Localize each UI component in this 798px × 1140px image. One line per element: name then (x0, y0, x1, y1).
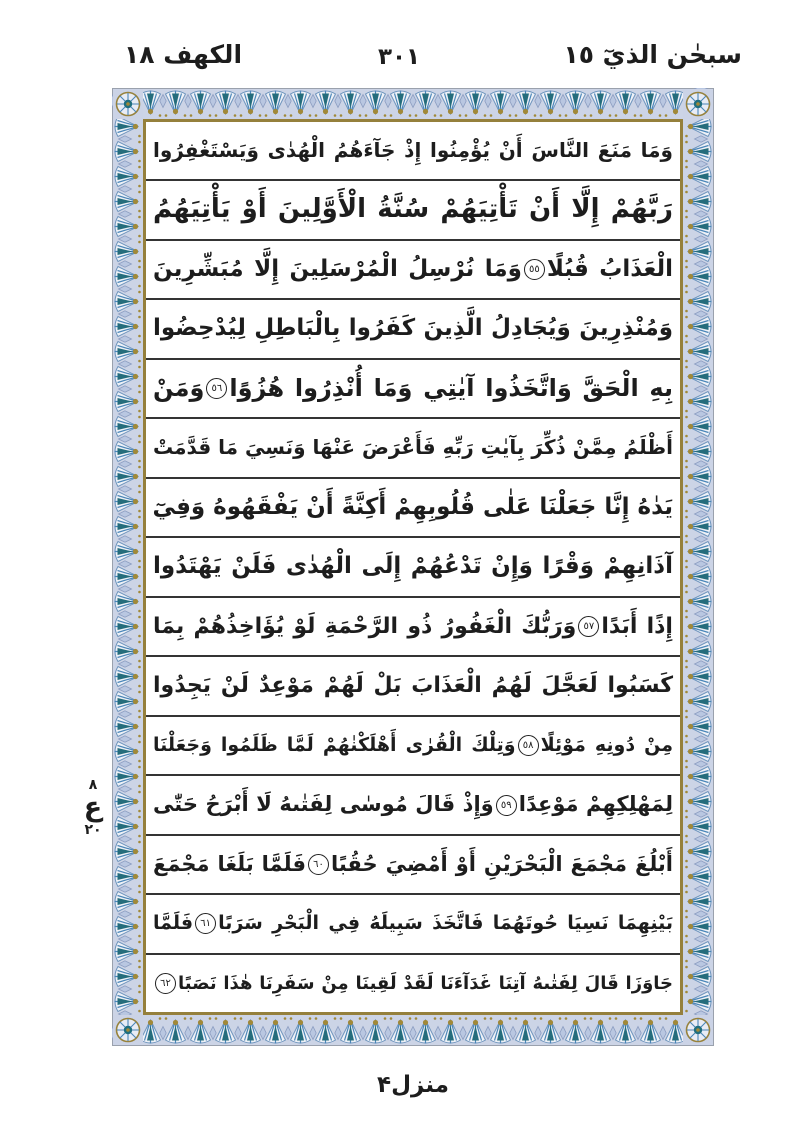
quran-line (146, 776, 680, 835)
quran-text: وَرَبُّكَ الْغَفُورُ ذُو الرَّحْمَةِ لَوْ يُؤَاخِذُهُمْ بِمَا (153, 613, 577, 639)
decorative-frame (112, 88, 714, 1046)
page-number: ٣٠١ (377, 44, 421, 70)
quran-line (146, 836, 680, 895)
quran-text: الْعَذَابُ قُبُلًا (546, 255, 673, 282)
quran-text: يَدٰهُ إِنَّا جَعَلْنَا عَلٰى قُلُوبِهِمْ أَكِنَّةً أَنْ يَفْقَهُوهُ وَفِيٓ (152, 493, 673, 520)
manzil-label: منزل۴ (377, 1072, 449, 1098)
quran-line (146, 360, 680, 419)
quran-text: فَلَمَّا بَلَغَا مَجْمَعَ (153, 851, 306, 876)
quran-text: مِنْ دُونِهِ مَوْئِلًا (540, 733, 674, 756)
quran-text: وَتِلْكَ الْقُرٰى أَهْلَكْنٰهُمْ لَمَّا ظَلَمُوا وَجَعَلْنَا (153, 733, 516, 756)
quran-line (146, 122, 680, 181)
quran-text: لِمَهْلِكِهِمْ مَوْعِدًا (518, 792, 673, 817)
ruku-top-number: ٨ (88, 777, 98, 793)
quran-text: وَإِذْ قَالَ مُوسٰى لِفَتٰىهُ لَا أَبْرَحُ حَتّٰى (153, 792, 494, 817)
ruku-ain-letter: ع (83, 791, 103, 823)
quran-line (146, 657, 680, 716)
quran-text: رَبَّهُمْ إِلَّا أَنْ تَأْتِيَهُمْ سُنَّةُ الْأَوَّلِينَ أَوْ يَأْتِيَهُمُ (153, 194, 673, 225)
quran-line (146, 419, 680, 478)
quran-text: بِهِ الْحَقَّ وَاتَّخَذُوا آيٰتِي وَمَا أُنْذِرُوا هُزُوًا (229, 373, 673, 402)
juz-name-label: سبحٰن الذيٓ ١٥ (563, 40, 742, 69)
quran-text: وَمُنْذِرِينَ وَيُجَادِلُ الَّذِينَ كَفَرُوا بِالْبَاطِلِ لِيُدْحِضُوا (153, 315, 673, 342)
ruku-bottom-number: ٢٠ (84, 822, 102, 839)
quran-line (146, 300, 680, 359)
quran-line (146, 895, 680, 954)
ayah-end-marker: ٥٥ (524, 259, 545, 280)
ayah-end-marker: ٦١ (195, 913, 216, 934)
quran-text: وَمَنْ (153, 373, 205, 402)
quran-text: أَظْلَمُ مِمَّنْ ذُكِّرَ بِآيٰتِ رَبِّهِ فَأَعْرَضَ عَنْهَا وَنَسِيَ مَا قَدَّمَتْ (153, 435, 673, 460)
quran-text: بَيْنِهِمَا نَسِيَا حُوتَهُمَا فَاتَّخَذَ سَبِيلَهُ فِي الْبَحْرِ سَرَبًا (218, 912, 673, 935)
quran-text: وَمَا نُرْسِلُ الْمُرْسَلِينَ إِلَّا مُبَشِّرِينَ (153, 255, 522, 282)
quran-line (146, 479, 680, 538)
quran-text: وَمَا مَنَعَ النَّاسَ أَنْ يُؤْمِنُوا إِذْ جَآءَهُمُ الْهُدٰى وَيَسْتَغْفِرُوا (153, 138, 673, 162)
ayah-end-marker: ٥٧ (578, 616, 599, 637)
quran-line (146, 598, 680, 657)
quran-text: إِذًا أَبَدًا (601, 613, 673, 639)
quran-text: آذَانِهِمْ وَقْرًا وَإِنْ تَدْعُهُمْ إِلَى الْهُدٰى فَلَنْ يَهْتَدُوا (153, 553, 673, 580)
ayah-end-marker: ٦٢ (155, 973, 176, 994)
quran-text-block (143, 119, 683, 1015)
ruku-marker (70, 778, 116, 838)
quran-line (146, 717, 680, 776)
quran-text: كَسَبُوا لَعَجَّلَ لَهُمُ الْعَذَابَ بَلْ لَهُمْ مَوْعِدٌ لَنْ يَجِدُوا (153, 673, 673, 699)
quran-text: أَبْلُغَ مَجْمَعَ الْبَحْرَيْنِ أَوْ أَمْضِيَ حُقُبًا (330, 851, 673, 876)
quran-line (146, 181, 680, 240)
quran-line (146, 955, 680, 1012)
ayah-end-marker: ٥٨ (518, 735, 539, 756)
quran-line (146, 241, 680, 300)
ayah-end-marker: ٦٠ (308, 854, 329, 875)
surah-name-label: الكهف ١٨ (124, 40, 243, 69)
quran-text: جَاوَزَا قَالَ لِفَتٰىهُ آتِنَا غَدَآءَنَا لَقَدْ لَقِينَا مِنْ سَفَرِنَا هٰذَا نَصَبًا (178, 972, 673, 994)
quran-text: فَلَمَّا (153, 912, 194, 935)
quran-line (146, 538, 680, 597)
ayah-end-marker: ٥٦ (206, 378, 227, 399)
ayah-end-marker: ٥٩ (496, 795, 517, 816)
